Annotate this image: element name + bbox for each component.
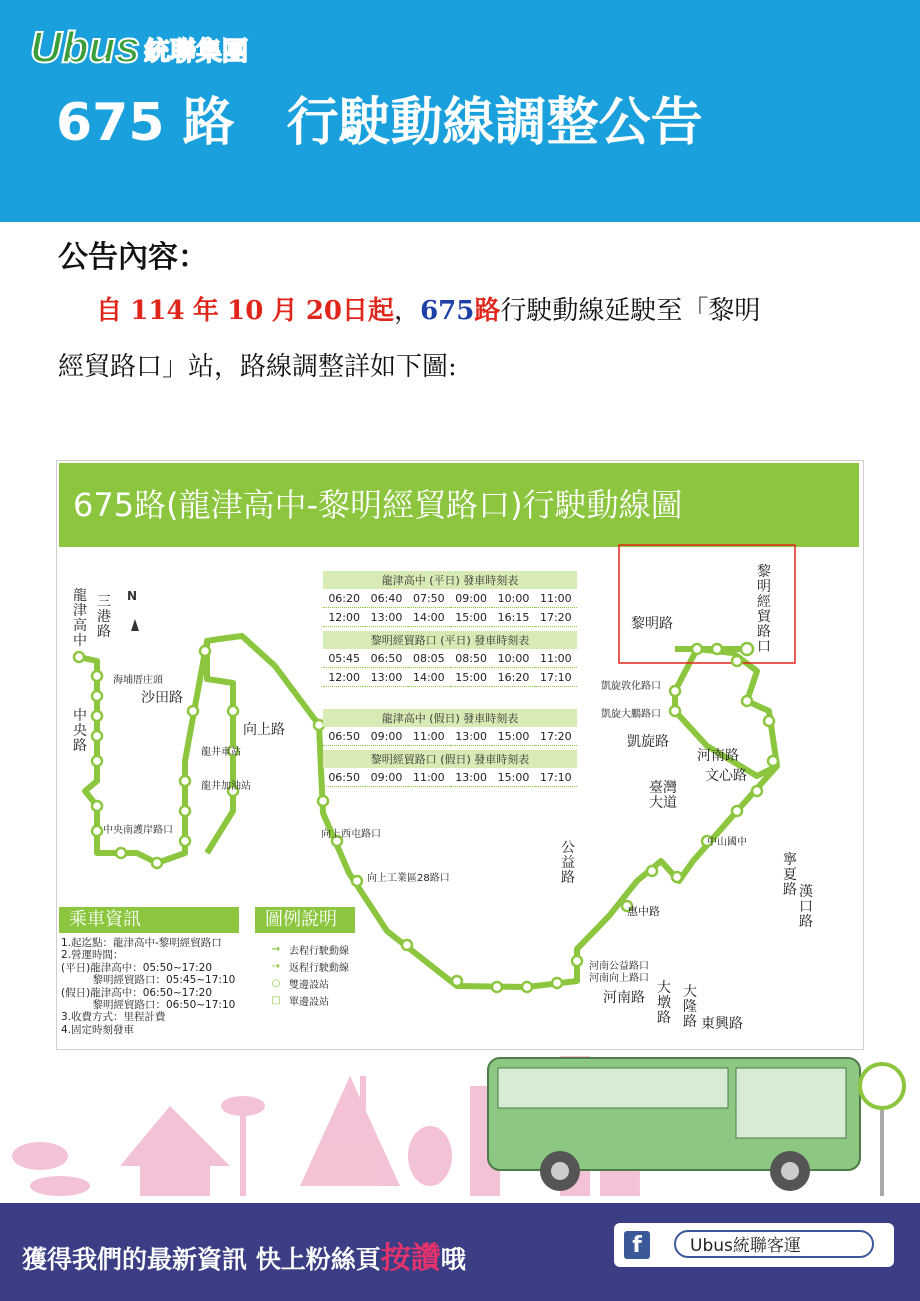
ubus-stop-sign-icon	[860, 1064, 904, 1196]
schedule-panel	[323, 571, 577, 809]
notice-paragraph-line2: 經貿路口」站，路線調整詳如下圖:	[58, 352, 457, 382]
schedule-table-1	[323, 571, 577, 627]
stop-label-longjing-station: 龍井車站	[201, 747, 241, 758]
footer-banner	[0, 1203, 920, 1301]
facebook-search-box[interactable]	[614, 1223, 894, 1267]
legend-title: 圖例說明	[255, 907, 355, 933]
notice-red-1: 自	[96, 296, 123, 326]
road-label-henan-east: 河南路	[697, 748, 739, 764]
bus-icon	[488, 1058, 860, 1191]
notice-comma: ，	[394, 296, 421, 326]
road-label-sangang: 三港路	[97, 594, 111, 640]
rider-info-list: 1.起迄點：龍津高中-黎明經貿路口 2.營運時間： (平日)龍津高中：05:50~17:20 黎明經貿路口：05:45~17:10 (假日)龍津高中：06:50~17:20 黎明經貿路口：06:50~17:10 3.收費方式：里程計費 4.固定時刻發車	[61, 937, 236, 1036]
notice-paragraph-line1	[96, 290, 760, 327]
stop-label-zhongshan-jh: 中山國中	[707, 837, 747, 848]
schedule-table-4	[323, 750, 577, 787]
stop-label-longjing-gas: 龍井加油站	[201, 781, 251, 792]
legend-item: ⇢ 返程行駛動線	[263, 958, 349, 975]
stop-label-xiangshang-industrial: 向上工業區28路口	[367, 873, 450, 884]
road-label-dadun: 大墩路	[657, 980, 671, 1026]
stop-label-haipu: 海埔厝庄頭	[113, 675, 163, 686]
schedule-title: 黎明經貿路口 (假日) 發車時刻表	[323, 750, 577, 768]
section-title: 公告內容：	[58, 240, 208, 275]
stop-label-kaixuan-dunhua: 凱旋敦化路口	[601, 681, 661, 692]
schedule-title: 龍津高中 (平日) 發車時刻表	[323, 571, 577, 589]
like-emphasis: 按讚	[380, 1241, 441, 1276]
return-arrow-icon: ⇢	[271, 961, 281, 972]
table-row: 06:50 09:00 11:00 13:00 15:00 17:10	[323, 768, 577, 787]
logo-latin: Ubus	[30, 23, 140, 72]
table-row: 12:00 13:00 14:00 15:00 16:15 17:20	[323, 608, 577, 627]
notice-red-4: 日起	[342, 296, 395, 326]
road-label-gongyi: 公益路	[561, 840, 575, 886]
road-label-henan-south: 河南路	[603, 990, 645, 1006]
table-row: 05:45 06:50 08:05 08:50 10:00 11:00	[323, 649, 577, 668]
north-label: N	[127, 589, 138, 603]
road-label-dalong: 大隆路	[683, 984, 697, 1030]
schedule-title: 黎明經貿路口 (平日) 發車時刻表	[323, 631, 577, 649]
schedule-table-2	[323, 631, 577, 687]
table-row: 06:50 09:00 11:00 13:00 15:00 17:20	[323, 727, 577, 746]
notice-route-number: 675	[420, 296, 475, 326]
legend	[263, 941, 349, 1009]
notice-text-1: 行駛動線延駛至「黎明	[500, 296, 761, 326]
footer-call-to-action: 獲得我們的最新資訊 快上粉絲頁按讚哦	[22, 1241, 466, 1276]
stop-label-xiangshang-xitun: 向上西屯路口	[321, 829, 381, 840]
facebook-icon: f	[624, 1231, 650, 1259]
legend-item: → 去程行駛動線	[263, 941, 349, 958]
rider-info-title: 乘車資訊	[59, 907, 239, 933]
road-label-dongxing: 東興路	[701, 1016, 743, 1032]
road-label-ningxia: 寧夏路	[783, 852, 797, 898]
stop-label-kaixuan-dapeng: 凱旋大鵬路口	[601, 709, 661, 720]
road-label-zhongyang: 中央路	[73, 708, 87, 754]
notice-day: 20	[305, 296, 343, 326]
north-arrow-icon	[131, 619, 139, 631]
table-row: 12:00 13:00 14:00 15:00 16:20 17:10	[323, 668, 577, 687]
facebook-page-name[interactable]: Ubus統聯客運	[674, 1230, 874, 1258]
outbound-arrow-icon: →	[271, 944, 281, 955]
city-scene-illustration	[0, 1046, 920, 1204]
notice-route-suffix: 路	[474, 296, 501, 326]
stop-label-henan-gongyi: 河南公益路口	[589, 961, 649, 972]
page-title: 675 路 行駛動線調整公告	[56, 93, 703, 153]
notice-year: 114	[130, 296, 185, 326]
table-row: 06:20 06:40 07:50 09:00 10:00 11:00	[323, 589, 577, 608]
legend-item: □ 單邊設站	[263, 992, 349, 1009]
notice-month: 10	[227, 296, 264, 326]
road-label-wenxin: 文心路	[705, 768, 747, 784]
road-label-xiangshang: 向上路	[243, 722, 285, 738]
header-banner	[0, 0, 920, 222]
road-label-liming: 黎明路	[631, 616, 673, 632]
circle-stop-icon: ○	[271, 978, 281, 989]
road-label-kaixuan: 凱旋路	[627, 734, 669, 750]
stop-label-liming-trade: 黎明經貿路口	[757, 564, 771, 655]
logo-chinese: 統聯集團	[144, 37, 249, 67]
route-map	[56, 460, 864, 1050]
road-label-longjin-high: 龍津高中	[73, 588, 87, 649]
legend-item: ○ 雙邊設站	[263, 975, 349, 992]
stop-label-zhongyang-huan: 中央南護岸路口	[103, 825, 173, 836]
square-stop-icon: □	[271, 995, 281, 1006]
notice-red-3: 月	[271, 296, 298, 326]
road-label-shatian: 沙田路	[141, 690, 183, 706]
ubus-logo[interactable]	[30, 23, 249, 72]
road-label-taiwan-blvd: 臺灣大道	[649, 780, 677, 811]
map-title: 675路(龍津高中-黎明經貿路口)行駛動線圖	[59, 463, 859, 547]
schedule-title: 龍津高中 (假日) 發車時刻表	[323, 709, 577, 727]
stop-label-huizhong: 惠中路	[627, 905, 660, 918]
stop-label-henan-xiangshang: 河南向上路口	[589, 973, 649, 984]
road-label-hankou: 漢口路	[799, 884, 813, 930]
notice-red-2: 年	[192, 296, 219, 326]
schedule-table-3	[323, 709, 577, 746]
